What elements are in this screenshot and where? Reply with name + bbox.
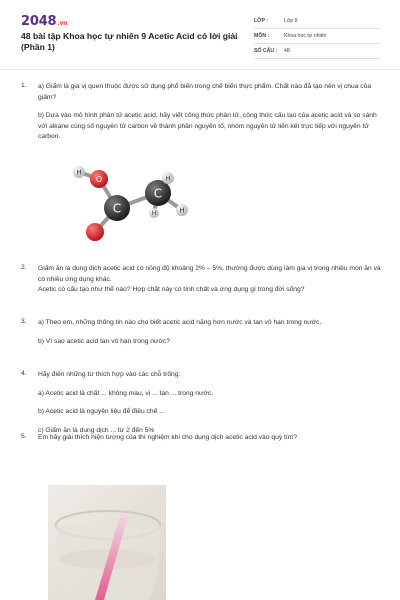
svg-text:C: C [112, 201, 122, 216]
meta-value: 48 [284, 48, 290, 54]
question-text: c) Giấm ăn là dung dịch ... từ 2 đến 5% [38, 426, 155, 434]
question-text: b) Acetic acid là nguyên liệu để điều chế ... [38, 408, 165, 415]
question-text: a) Acetic acid là chất ... không màu, vị ... tan ... trong nước. [38, 389, 214, 397]
hydrogen-atom [73, 166, 85, 178]
meta-label: MÔN : [254, 33, 270, 39]
question-text: Acetic có cấu tạo như thế nào? Hợp chất này có tính chất và ứng dụng gì trong đời sống? [38, 286, 305, 293]
meta-value: Khoa học tự nhiên [284, 33, 327, 39]
meta-row-grade [254, 14, 380, 29]
question-number: 1. [21, 82, 27, 89]
svg-text:C: C [153, 186, 163, 201]
svg-text:H: H [179, 206, 185, 215]
question-text: a) Theo em, những thông tin nào cho biết acetic acid nặng hơn nước và tan vô hạn trong nước. [38, 319, 322, 326]
oxygen-atom [86, 223, 104, 241]
svg-text:H: H [165, 174, 171, 183]
question-number: 2. [21, 264, 27, 271]
site-logo[interactable]: 2048.vn [21, 14, 68, 29]
meta-label: LỚP : [254, 18, 269, 24]
experiment-photo [48, 485, 166, 600]
question-text: b) Dựa vào mô hình phân tử acetic acid, hãy viết công thức phân tử, công thức cấu tạo của acetic acid và so sánh với alkane cùng số nguyên tử carbon về thành phần nguyên tố, nhóm nguyên tử liên kết trực tiếp với nguyên tử carbon. [38, 112, 377, 140]
meta-value: Lớp 9 [284, 18, 298, 24]
question-number: 4. [21, 370, 27, 377]
svg-text:H: H [151, 210, 157, 218]
meta-row-count [254, 44, 380, 59]
svg-text:H: H [76, 168, 82, 177]
document-header [0, 0, 400, 70]
question-text: a) Giấm là gia vị quen thuộc được sử dụng phổ biến trong chế biến thực phẩm. Chất nào đã tạo nên vị chua của giấm? [38, 83, 372, 101]
carbon-atom [104, 195, 130, 221]
question-text: Hãy điền những từ thích hợp vào các chỗ trống: [38, 371, 181, 378]
meta-row-subject [254, 29, 380, 44]
question-number: 3. [21, 318, 27, 325]
hydrogen-atom [162, 172, 174, 184]
question-text: Em hãy giải thích hiện tượng của thí nghiệm khi cho dung dịch acetic acid vào quỳ tím? [38, 434, 298, 441]
meta-label: SỐ CÂU : [254, 48, 278, 54]
hydrogen-atom [176, 204, 188, 216]
question-number: 5. [21, 433, 27, 440]
acetic-acid-molecule-image [58, 160, 198, 244]
oxygen-atom [90, 170, 108, 188]
question-text: b) Vì sao acetic acid tan vô hạn trong nước? [38, 337, 170, 345]
document-title: 48 bài tập Khoa học tự nhiên 9 Acetic Acid có lời giải (Phần 1) [21, 31, 238, 52]
hydrogen-atom [149, 208, 159, 218]
question-text: Giấm ăn là dung dịch acetic acid có nồng độ khoảng 2% – 5%, thường được dùng làm gia vị trong nhiều món ăn và có nhiều ứng dụng khác. [38, 265, 381, 283]
svg-text:O: O [95, 175, 103, 184]
document-meta [254, 14, 380, 59]
